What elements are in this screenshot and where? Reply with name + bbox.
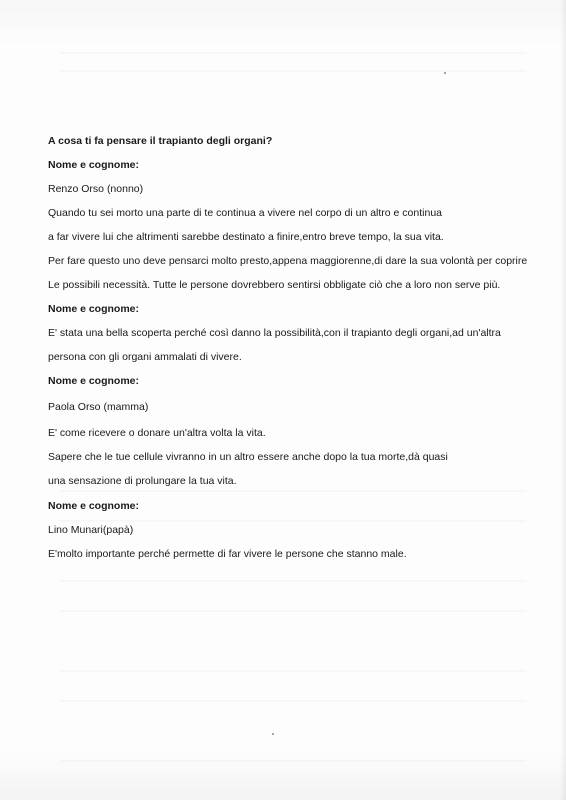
answer-line: E' stata una bella scoperta perché così danno la possibilità,con il trapianto degli organi,ad un'altra	[48, 327, 501, 339]
scan-shadow	[60, 610, 526, 612]
scan-shadow	[60, 70, 526, 72]
answer-line: E'molto importante perché permette di far vivere le persone che stanno male.	[48, 548, 407, 560]
scan-shadow	[60, 700, 526, 702]
respondent-name: Paola Orso (mamma)	[48, 401, 149, 413]
answer-line: a far vivere lui che altrimenti sarebbe destinato a finire,entro breve tempo, la sua vita.	[48, 231, 444, 243]
scan-shadow	[60, 52, 526, 54]
answer-line: Per fare questo uno deve pensarci molto presto,appena maggiorenne,di dare la sua volontà per coprire	[48, 255, 528, 267]
answer-line: E' come ricevere o donare un'altra volta la vita.	[48, 427, 266, 439]
name-label: Nome e cognome:	[48, 500, 140, 512]
answer-line: una sensazione di prolungare la tua vita.	[48, 475, 237, 487]
respondent-name: Lino Munari(papà)	[48, 524, 134, 536]
scan-shadow	[60, 580, 526, 582]
scan-shadow	[60, 760, 526, 762]
scan-shadow	[60, 490, 526, 492]
answer-line: persona con gli organi ammalati di vivere.	[48, 351, 242, 363]
name-label: Nome e cognome:	[48, 159, 140, 171]
name-label: Nome e cognome:	[48, 375, 140, 387]
scan-speck	[272, 733, 274, 735]
name-label: Nome e cognome:	[48, 303, 140, 315]
answer-line: Le possibili necessità. Tutte le persone dovrebbero sentirsi obbligate ciò che a loro non serve più.	[48, 279, 501, 291]
scan-shadow	[60, 670, 526, 672]
respondent-name: Renzo Orso (nonno)	[48, 183, 144, 195]
answer-line: Quando tu sei morto una parte di te continua a vivere nel corpo di un altro e continua	[48, 207, 442, 219]
scan-shadow	[60, 520, 526, 522]
answer-line: Sapere che le tue cellule vivranno in un altro essere anche dopo la tua morte,dà quasi	[48, 451, 448, 463]
question-title: A cosa ti fa pensare il trapianto degli organi?	[48, 135, 273, 147]
scan-speck	[444, 72, 446, 74]
page-edge	[560, 0, 566, 800]
